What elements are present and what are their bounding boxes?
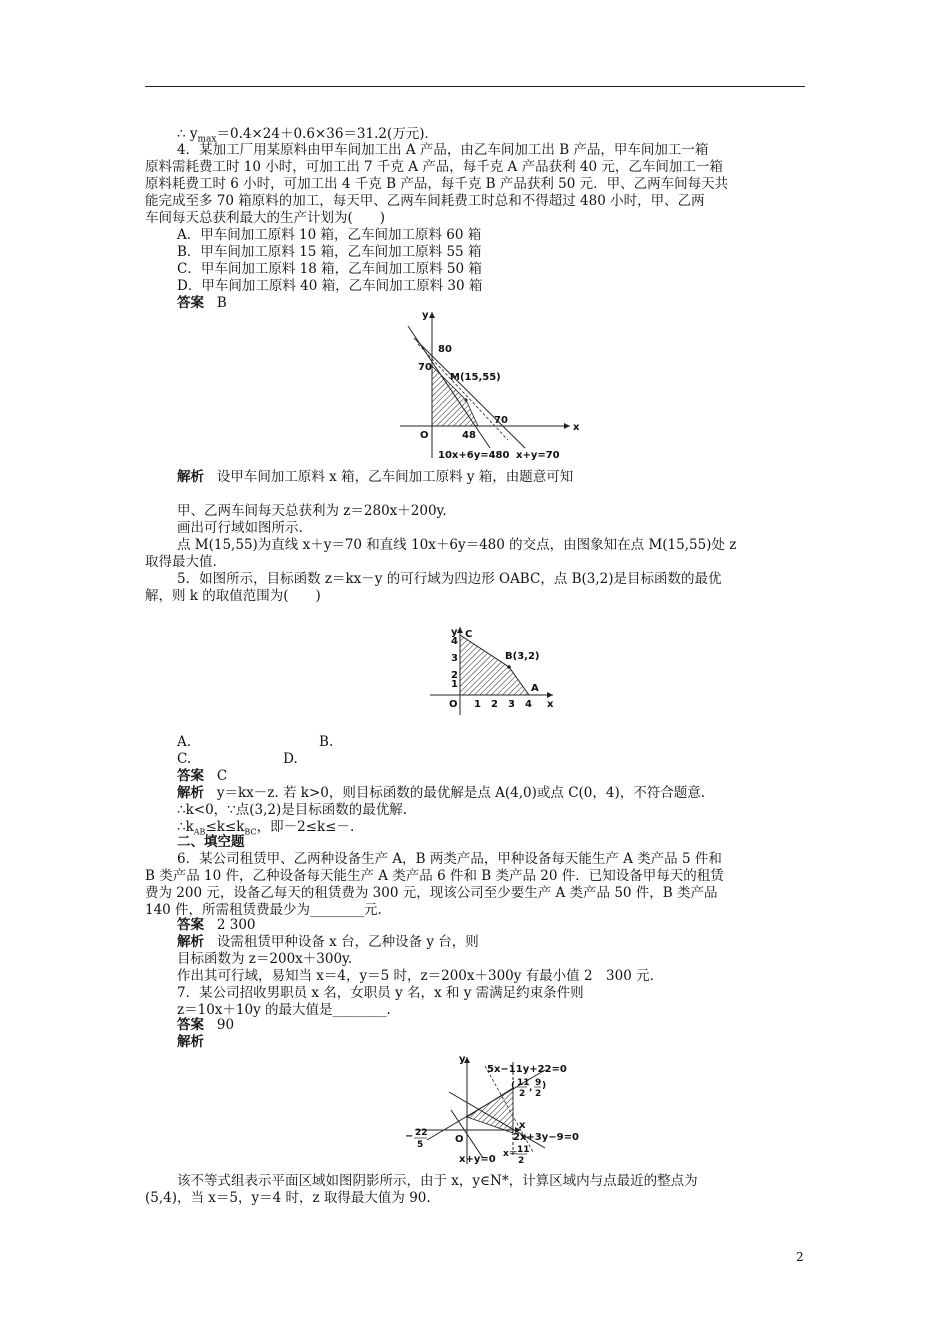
tick-70-y: 70	[418, 362, 432, 373]
shaded-region	[467, 1088, 513, 1133]
options-line: A. B.	[177, 734, 334, 750]
svg-text:9: 9	[535, 1078, 542, 1088]
problem-4-line: 原料需耗费工时 10 小时，可加工出 7 千克 A 产品，每千克 A 产品获利 40 元，乙车间加工一箱	[145, 159, 723, 175]
line-label-xy70: x+y=70	[516, 450, 560, 461]
problem-6-line: 6．某公司租赁甲、乙两种设备生产 A，B 两类产品，甲种设备每天能生产 A 类产品 5 件和	[177, 851, 722, 867]
point-m-label: M(15,55)	[450, 372, 501, 383]
line-label-2x3y9: 2x+3y−9=0	[513, 1132, 579, 1143]
text-line: 目标函数为 z＝200x＋300y.	[177, 951, 353, 967]
line-label-5x11y22: 5x−11y+22=0	[487, 1064, 567, 1075]
neg-num: 22	[415, 1128, 428, 1138]
text-line: 该不等式组表示平面区域如图阴影所示，由于 x，y∈N*，计算区域内与点最近的整点为	[177, 1173, 698, 1189]
figure-feasible-region-3	[405, 1052, 595, 1167]
options-line: C. D.	[177, 751, 298, 767]
point-c-label: C	[465, 629, 473, 640]
option-c: C．甲车间加工原料 18 箱，乙车间加工原料 50 箱	[177, 261, 482, 277]
problem-6-line: B 类产品 10 件，乙种设备每天能生产 A 类产品 6 件和 B 类产品 20 件．已知设备甲每天的租赁	[145, 868, 724, 884]
option-a: A．甲车间加工原料 10 箱，乙车间加工原料 60 箱	[177, 227, 482, 243]
problem-4-line: 车间每天总获利最大的生产计划为( )	[145, 210, 386, 226]
x-eq-label: x＝	[503, 1149, 518, 1159]
svg-text:): )	[542, 1081, 547, 1091]
point-b	[507, 665, 511, 669]
problem-6-line: 140 件，所需租赁费最少为________元.	[145, 902, 382, 918]
problem-4-line: 原料耗费工时 6 小时，可加工出 4 千克 B 产品，每千克 B 产品获利 50 元．甲、乙两车间每天共	[145, 176, 729, 192]
svg-text:11: 11	[517, 1078, 530, 1088]
point-label: (	[511, 1081, 516, 1091]
line-label-10x6y480: 10x+6y=480	[438, 450, 510, 461]
neg-sign: −	[405, 1131, 414, 1142]
page-number: 2	[796, 1250, 804, 1264]
answer-line: 答案 2 300	[177, 917, 256, 933]
problem-6-line: 费为 200 元，设备乙每天的租赁费为 300 元，现该公司至少要生产 A 类产品 50 件，B 类产品	[145, 885, 718, 901]
point-m	[465, 399, 468, 402]
option-b: B．甲车间加工原料 15 箱，乙车间加工原料 55 箱	[177, 244, 482, 260]
svg-text:,: ,	[529, 1083, 533, 1093]
x-label: x	[519, 1120, 526, 1131]
y-label: y	[459, 1054, 466, 1065]
svg-text:2: 2	[519, 1089, 526, 1099]
figure-feasible-region-2	[425, 625, 565, 720]
origin-label: O	[420, 430, 429, 441]
problem-7-line: 7．某公司招收男职员 x 名，女职员 y 名，x 和 y 需满足约束条件则	[177, 985, 584, 1001]
section-heading: 二、填空题	[177, 834, 245, 850]
answer-line: 答案 90	[177, 1017, 235, 1033]
svg-text:2: 2	[518, 1156, 525, 1166]
origin-label: O	[449, 699, 458, 710]
y-tick-2: 2	[451, 670, 458, 681]
y-label: y	[451, 627, 458, 638]
x-label: x	[573, 422, 580, 433]
origin-label: O	[455, 1134, 464, 1145]
x-tick-2: 2	[491, 699, 498, 710]
y-label: y	[422, 310, 429, 321]
shaded-quadrilateral	[460, 635, 529, 695]
problem-7-line: z＝10x＋10y 的最大值是________.	[177, 1002, 391, 1018]
text-line: 画出可行域如图所示.	[177, 520, 303, 536]
solution-line: 解析	[177, 1034, 204, 1050]
y-tick-3: 3	[451, 653, 458, 664]
tick-80: 80	[438, 344, 452, 355]
y-tick-1: 1	[451, 679, 458, 690]
problem-4-line: 4．某加工厂用某原料由甲车间加工出 A 产品，由乙车间加工出 B 产品，甲车间加工一箱	[177, 142, 709, 158]
svg-text:11: 11	[517, 1145, 530, 1155]
option-d: D．甲车间加工原料 40 箱，乙车间加工原料 30 箱	[177, 278, 483, 294]
text-line: 甲、乙两车间每天总获利为 z＝280x＋200y.	[177, 503, 447, 519]
answer-line: 答案 C	[177, 768, 228, 784]
problem-4-line: 能完成至多 70 箱原料的加工，每天甲、乙两车间耗费工时总和不得超过 480 小时，甲、乙两	[145, 193, 705, 209]
text-line: 点 M(15,55)为直线 x＋y＝70 和直线 10x＋6y＝480 的交点，由图象知在点 M(15,55)处 z	[177, 537, 737, 553]
text-line: (5,4)，当 x＝5，y＝4 时，z 取得最大值为 90.	[145, 1190, 431, 1206]
text-line: 取得最大值.	[145, 554, 217, 570]
answer-line: 答案 B	[177, 295, 227, 311]
solution-line: 解析 y＝kx－z. 若 k>0，则目标函数的最优解是点 A(4,0)或点 C(0，4)，不符合题意.	[177, 785, 706, 801]
line-label-xy0: x+y=0	[459, 1154, 496, 1165]
header-rule	[145, 86, 805, 87]
tick-70-x: 70	[494, 415, 508, 426]
solution-line: 解析 设甲车间加工原料 x 箱，乙车间加工原料 y 箱，由题意可知	[177, 469, 574, 485]
svg-text:2: 2	[535, 1089, 542, 1099]
y-tick-4: 4	[451, 636, 458, 647]
text-line: ∴ $y_{max}=0.4\times 24+0.6\times 36=31.2$(万元)．	[177, 126, 439, 145]
x-tick-1: 1	[474, 699, 481, 710]
text-line: ∴k<0，∵点(3,2)是目标函数的最优解.	[177, 802, 408, 818]
text-line: 作出其可行域，易知当 x＝4，y＝5 时，z＝200x＋300y 有最小值 2 300 元.	[177, 968, 654, 984]
solution-line: 解析 设需租赁甲种设备 x 台，乙种设备 y 台，则	[177, 934, 479, 950]
tick-48: 48	[462, 430, 476, 441]
point-a-label: A	[531, 683, 539, 694]
figure-feasible-region-1	[390, 308, 590, 468]
text-line: $\therefore k_{AB}\le k\le k_{BC}$，即－2≤k≤－.	[177, 819, 355, 837]
x-tick-3: 3	[508, 699, 515, 710]
x-label: x	[547, 699, 554, 710]
neg-den: 5	[417, 1140, 424, 1150]
problem-5-line: 解，则 k 的取值范围为( )	[145, 588, 321, 604]
x-tick-4: 4	[525, 699, 532, 710]
problem-5-line: 5．如图所示，目标函数 z＝kx－y 的可行域为四边形 OABC，点 B(3,2)是目标函数的最优	[177, 571, 722, 587]
point-b-label: B(3,2)	[505, 651, 540, 662]
